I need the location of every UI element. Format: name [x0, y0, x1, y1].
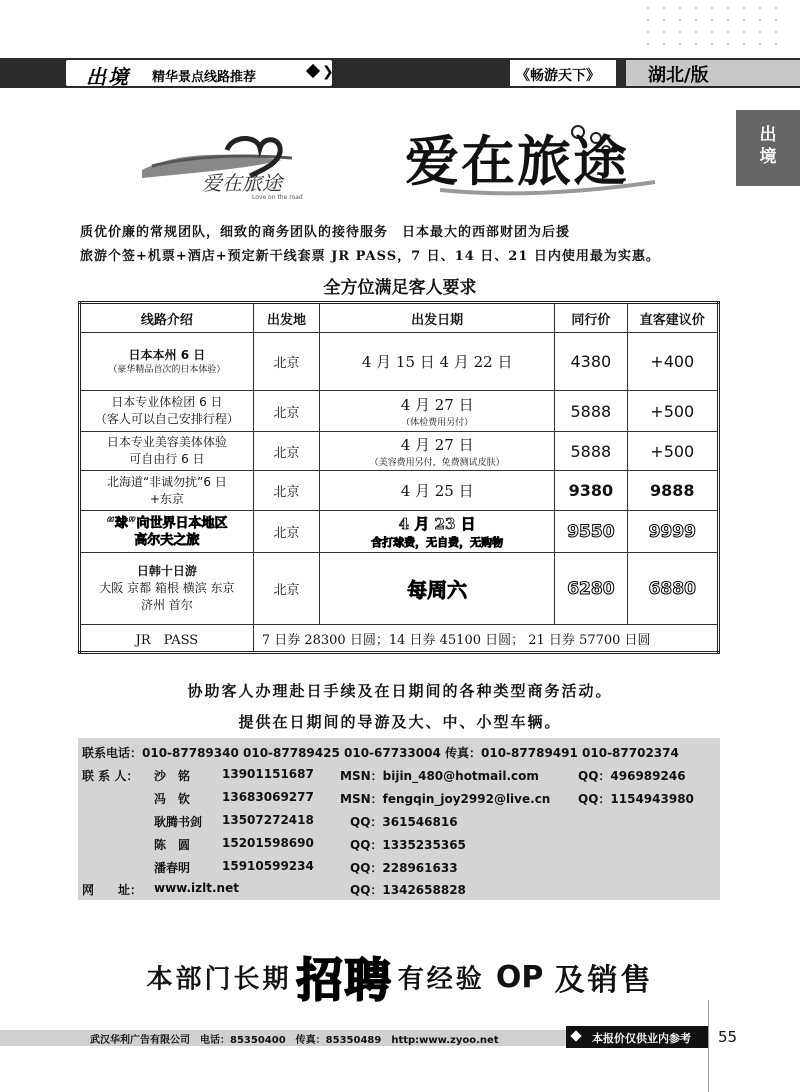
recruit-op: OP: [495, 959, 544, 995]
col-header: 线路介绍: [80, 303, 254, 333]
route-city: 北京: [253, 471, 319, 511]
contact-qq: QQ：1335235365: [350, 838, 466, 852]
routes-table: [78, 301, 720, 654]
route-date: 4 月 27 日: [400, 436, 474, 454]
route-retail: 6880: [627, 553, 718, 625]
table-heading: 全方位满足客人要求: [323, 278, 477, 298]
col-header: 直客建议价: [627, 303, 718, 333]
intro-line-2: 旅游个签+机票+酒店+预定新干线套票 JR PASS，7 日、14 日、21 日内使用最为实惠。: [80, 249, 660, 264]
route-date: 4 月 15 日 4 月 22 日: [361, 353, 513, 371]
side-tab: [736, 110, 800, 186]
route-city: 北京: [253, 333, 319, 391]
col-header: 出发日期: [320, 303, 555, 333]
route-price: 9550: [555, 511, 627, 553]
footer-notice: 本报价仅供业内参考: [592, 1032, 691, 1045]
logo-text: 爱在旅途: [202, 171, 282, 195]
contact-label: 联 系 人：: [82, 769, 139, 783]
logo-subtext: Love on the road: [252, 194, 303, 200]
route-retail: +400: [627, 333, 718, 391]
table-row: [80, 333, 719, 391]
route-name: “球”向世界日本地区: [106, 515, 228, 531]
table-row: [80, 553, 719, 625]
contact-msn: MSN：fengqin_joy2992@live.cn: [340, 792, 551, 806]
contact-phone: 13507272418: [222, 813, 314, 827]
side-tab-char: 境: [759, 147, 777, 167]
route-sub: 大阪 京都 箱根 横滨 东京 济州 首尔: [99, 581, 235, 612]
table-row: [80, 511, 719, 553]
contact-qq: QQ：361546816: [350, 815, 458, 829]
brand-calligraphy-logo: [400, 120, 660, 200]
logo-calligraphy: 爱在旅途: [405, 129, 629, 193]
route-retail: +500: [627, 432, 718, 471]
assist-line-1: 协助客人办理赴日手续及在日期间的各种类型商务活动。: [187, 682, 613, 700]
table-row: [80, 432, 719, 471]
contact-qq: QQ：228961633: [350, 861, 458, 875]
route-name: 北海道“非诚勿扰”6 日: [106, 474, 227, 489]
contact-name: 陈 圆: [154, 838, 191, 852]
route-sub: +东京: [149, 491, 184, 506]
route-city: 北京: [253, 391, 319, 432]
route-sub: 高尔夫之旅: [134, 532, 200, 548]
contact-name: 冯 钦: [154, 792, 191, 806]
route-name: 日韩十日游: [136, 564, 197, 578]
route-name: 日本专业体检团 6 日: [111, 395, 223, 409]
route-price: 4380: [555, 333, 627, 391]
route-sub: 可自由行 6 日: [129, 452, 205, 466]
header-section: 出境: [86, 65, 130, 89]
contact-qq: QQ：496989246: [578, 769, 686, 783]
contact-name: 沙 铭: [154, 769, 191, 783]
contact-qq: QQ：1154943980: [578, 792, 694, 806]
table-row-jrpass: [80, 625, 719, 653]
dot-grid-decoration: [640, 2, 790, 54]
route-price: 9380: [555, 471, 627, 511]
contact-phone: 13901151687: [222, 767, 314, 781]
route-price: 5888: [555, 432, 627, 471]
double-chevron-icon: ❯: [322, 64, 334, 80]
contact-msn: MSN：bijin_480@hotmail.com: [340, 769, 539, 783]
contact-phone: 13683069277: [222, 790, 314, 804]
contact-phone: 15910599234: [222, 859, 314, 873]
route-date: 4 月 25 日: [400, 482, 474, 500]
page-number: 55: [718, 1028, 738, 1046]
route-sub: （豪华精品首次的日本体验）: [108, 364, 226, 375]
route-city: 北京: [253, 511, 319, 553]
route-city: 北京: [253, 553, 319, 625]
contact-qq: QQ：1342658828: [350, 883, 466, 897]
website-label: 网 址：: [82, 883, 143, 897]
contact-name: 耿腾书剑: [154, 815, 203, 829]
route-date: 4 月 23 日: [398, 515, 476, 533]
footer-company: 武汉华利广告有限公司 电话：85350400 传真：85350489 http:www.zyoo.net: [90, 1035, 499, 1046]
route-price: 5888: [555, 391, 627, 432]
recruit-pre: 本部门长期: [146, 964, 292, 995]
route-retail: 9999: [627, 511, 718, 553]
recruit-big: 招聘: [296, 953, 393, 1007]
route-name: 日本专业美容美体体验: [106, 435, 227, 449]
contact-phones: 联系电话：010-87789340 010-87789425 010-67733004 传真：010-87789491 010-87702374: [82, 746, 679, 760]
contact-phone: 15201598690: [222, 836, 314, 850]
route-note: （体检费用另付）: [401, 418, 474, 428]
footer-divider: [708, 1000, 709, 1092]
side-tab-char: 出: [759, 125, 777, 145]
table-header-row: [80, 303, 719, 333]
route-retail: 9888: [627, 471, 718, 511]
header-magazine: 《畅游天下》: [516, 68, 600, 84]
intro-line-1: 质优价廉的常规团队，细致的商务团队的接待服务 日本最大的西部财团为后援: [80, 225, 571, 240]
route-sub: （客人可以自己安排行程）: [94, 412, 239, 426]
route-city: 北京: [253, 432, 319, 471]
table-row: [80, 391, 719, 432]
recruit-banner: [0, 944, 800, 1010]
route-date: 每周六: [407, 578, 468, 602]
assist-line-2: 提供在日期间的导游及大、中、小型车辆。: [238, 713, 562, 731]
recruit-mid: 有经验: [397, 964, 485, 995]
route-retail: +500: [627, 391, 718, 432]
route-price: 6280: [555, 553, 627, 625]
recruit-post: 及销售: [554, 963, 654, 998]
route-date: 4 月 27 日: [400, 396, 474, 414]
route-name: 日本本州 6 日: [128, 347, 206, 362]
header-tagline: 精华景点线路推荐: [152, 70, 257, 85]
route-note: （美容费用另付，免费测试皮肤）: [369, 458, 505, 468]
contact-name: 潘春明: [154, 861, 191, 875]
website-link[interactable]: www.izlt.net: [154, 881, 239, 895]
table-row: [80, 471, 719, 511]
jr-pass-prices: 7 日券 28300 日圆；14 日券 45100 日圆； 21 日券 57700 日圆: [253, 625, 718, 653]
header-edition: 湖北/版: [648, 65, 709, 86]
jr-pass-label: JR PASS: [80, 625, 254, 653]
brand-logo: [132, 130, 312, 200]
col-header: 出发地: [253, 303, 319, 333]
route-note: 含打球费，无自费，无购物: [371, 536, 504, 549]
contact-box: [78, 738, 720, 900]
col-header: 同行价: [555, 303, 627, 333]
